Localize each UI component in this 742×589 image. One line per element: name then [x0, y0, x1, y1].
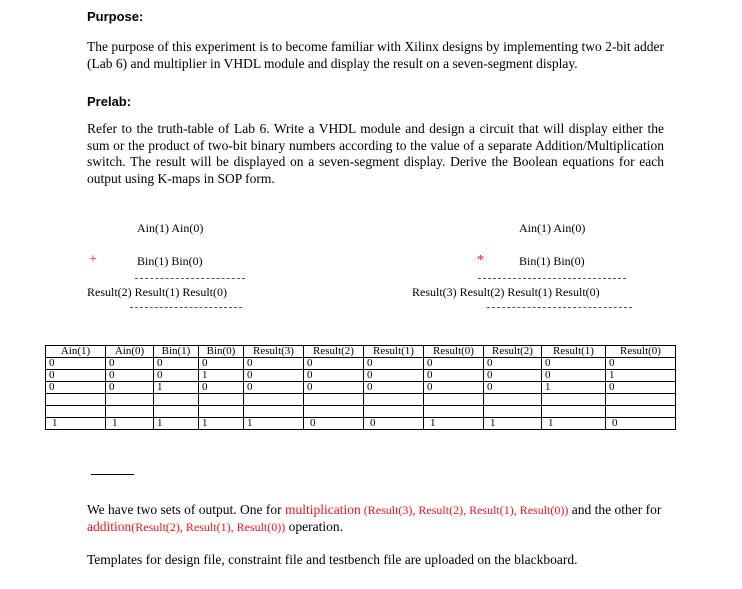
table-cell: 0 — [244, 382, 304, 394]
table-cell — [542, 406, 606, 418]
adder-plus-sign: + — [89, 252, 97, 267]
table-cell — [304, 406, 364, 418]
table-header-cell: Bin(1) — [154, 346, 199, 358]
truth-table — [45, 345, 676, 430]
table-header-cell: Ain(1) — [46, 346, 106, 358]
table-cell: 0 — [304, 370, 364, 382]
table-cell: 0 — [606, 382, 676, 394]
table-cell: 0 — [154, 358, 199, 370]
table-cell: 0 — [484, 382, 542, 394]
table-row — [46, 382, 676, 394]
addition-signals: (Result(2), Result(1), Result(0)) — [131, 519, 286, 534]
table-cell — [46, 394, 106, 406]
table-cell: 0 — [106, 370, 154, 382]
table-cell — [364, 406, 424, 418]
table-cell: 1 — [154, 382, 199, 394]
table-row — [46, 406, 676, 418]
table-cell: 1 — [606, 370, 676, 382]
multiplication-label: multiplication — [285, 502, 361, 517]
table-cell: 0 — [46, 382, 106, 394]
table-cell: 1 — [244, 418, 304, 430]
prelab-text: Refer to the truth-table of Lab 6. Write a VHDL module and design a circuit that will display either the sum or the product of two-bit binary numbers according to the value of a separate Addition/Multiplication switch. The result will be displayed on a seven-segment display. Derive the Boolean equations for each output using K-maps in SOP form. — [87, 121, 664, 186]
table-row — [46, 394, 676, 406]
table-cell — [154, 406, 199, 418]
table-cell: 0 — [244, 370, 304, 382]
table-cell — [154, 394, 199, 406]
table-row — [46, 370, 676, 382]
adder-b-operands: Bin(1) Bin(0) — [137, 254, 203, 268]
table-header-cell: Result(1) — [364, 346, 424, 358]
table-cell — [304, 394, 364, 406]
adder-result: Result(2) Result(1) Result(0) — [87, 285, 227, 299]
table-cell: 0 — [46, 358, 106, 370]
mult-b-operands: Bin(1) Bin(0) — [519, 254, 585, 268]
table-header-cell: Result(0) — [606, 346, 676, 358]
table-cell — [424, 394, 484, 406]
table-cell — [199, 406, 244, 418]
mult-a-operands: Ain(1) Ain(0) — [519, 221, 586, 235]
table-cell: 0 — [424, 358, 484, 370]
table-cell: 0 — [484, 358, 542, 370]
mult-rule-top — [478, 278, 626, 279]
table-header-cell: Result(2) — [484, 346, 542, 358]
multiplication-signals: (Result(3), Result(2), Result(1), Result(0)) — [360, 503, 569, 517]
prelab-heading: Prelab: — [87, 94, 132, 109]
table-header-cell: Result(3) — [244, 346, 304, 358]
table-cell — [364, 394, 424, 406]
table-header-cell: Ain(0) — [106, 346, 154, 358]
table-cell: 1 — [542, 382, 606, 394]
table-cell — [542, 394, 606, 406]
table-cell — [244, 394, 304, 406]
table-cell — [606, 394, 676, 406]
table-cell — [484, 394, 542, 406]
table-cell: 0 — [364, 418, 424, 430]
table-cell: 1 — [106, 418, 154, 430]
table-header-cell: Bin(0) — [199, 346, 244, 358]
table-cell — [199, 394, 244, 406]
table-cell: 1 — [46, 418, 106, 430]
table-cell: 0 — [364, 358, 424, 370]
table-cell — [606, 406, 676, 418]
table-cell: 0 — [606, 358, 676, 370]
table-cell: 0 — [484, 370, 542, 382]
table-cell — [424, 406, 484, 418]
table-cell — [244, 406, 304, 418]
templates-note: Templates for design file, constraint file and testbench file are uploaded on the blackboard. — [87, 552, 578, 567]
adder-a-operands: Ain(1) Ain(0) — [137, 221, 204, 235]
table-cell: 0 — [364, 382, 424, 394]
table-cell: 0 — [154, 370, 199, 382]
table-cell — [484, 406, 542, 418]
mult-result: Result(3) Result(2) Result(1) Result(0) — [412, 285, 600, 299]
table-header-cell: Result(2) — [304, 346, 364, 358]
table-header-row — [46, 346, 676, 358]
table-cell: 0 — [542, 370, 606, 382]
table-cell — [46, 406, 106, 418]
short-separator-line — [91, 474, 134, 475]
table-cell: 1 — [484, 418, 542, 430]
outputs-text-1: We have two sets of output. One for — [87, 502, 285, 517]
table-cell: 0 — [199, 358, 244, 370]
purpose-text: The purpose of this experiment is to become familiar with Xilinx designs by implementing two 2-bit adder (Lab 6) and multiplier in VHDL module and display the result on a seven-segment display. — [87, 39, 664, 71]
table-cell — [106, 394, 154, 406]
outputs-text-2: and the other for — [568, 502, 662, 517]
addition-label: addition — [87, 518, 132, 534]
table-cell: 0 — [106, 382, 154, 394]
table-row — [46, 358, 676, 370]
table-cell: 0 — [244, 358, 304, 370]
table-cell: 0 — [304, 382, 364, 394]
table-cell: 0 — [542, 358, 606, 370]
table-header-cell: Result(1) — [542, 346, 606, 358]
table-cell: 0 — [606, 418, 676, 430]
table-cell: 0 — [424, 382, 484, 394]
table-cell: 0 — [424, 370, 484, 382]
purpose-heading: Purpose: — [87, 9, 144, 24]
table-cell: 0 — [364, 370, 424, 382]
outputs-paragraph — [87, 502, 687, 535]
table-cell: 0 — [106, 358, 154, 370]
table-cell: 1 — [154, 418, 199, 430]
mult-rule-bottom — [487, 307, 632, 308]
table-header-cell: Result(0) — [424, 346, 484, 358]
adder-rule-bottom — [130, 307, 242, 308]
table-cell: 0 — [304, 418, 364, 430]
table-cell: 1 — [424, 418, 484, 430]
table-cell: 1 — [542, 418, 606, 430]
table-cell: 0 — [46, 370, 106, 382]
table-row — [46, 418, 676, 430]
table-cell — [106, 406, 154, 418]
table-cell: 0 — [199, 382, 244, 394]
table-cell: 0 — [304, 358, 364, 370]
outputs-text-3: operation. — [285, 518, 343, 534]
table-cell: 1 — [199, 418, 244, 430]
adder-rule-top — [135, 278, 245, 279]
mult-star-sign: * — [477, 253, 484, 268]
table-cell: 1 — [199, 370, 244, 382]
